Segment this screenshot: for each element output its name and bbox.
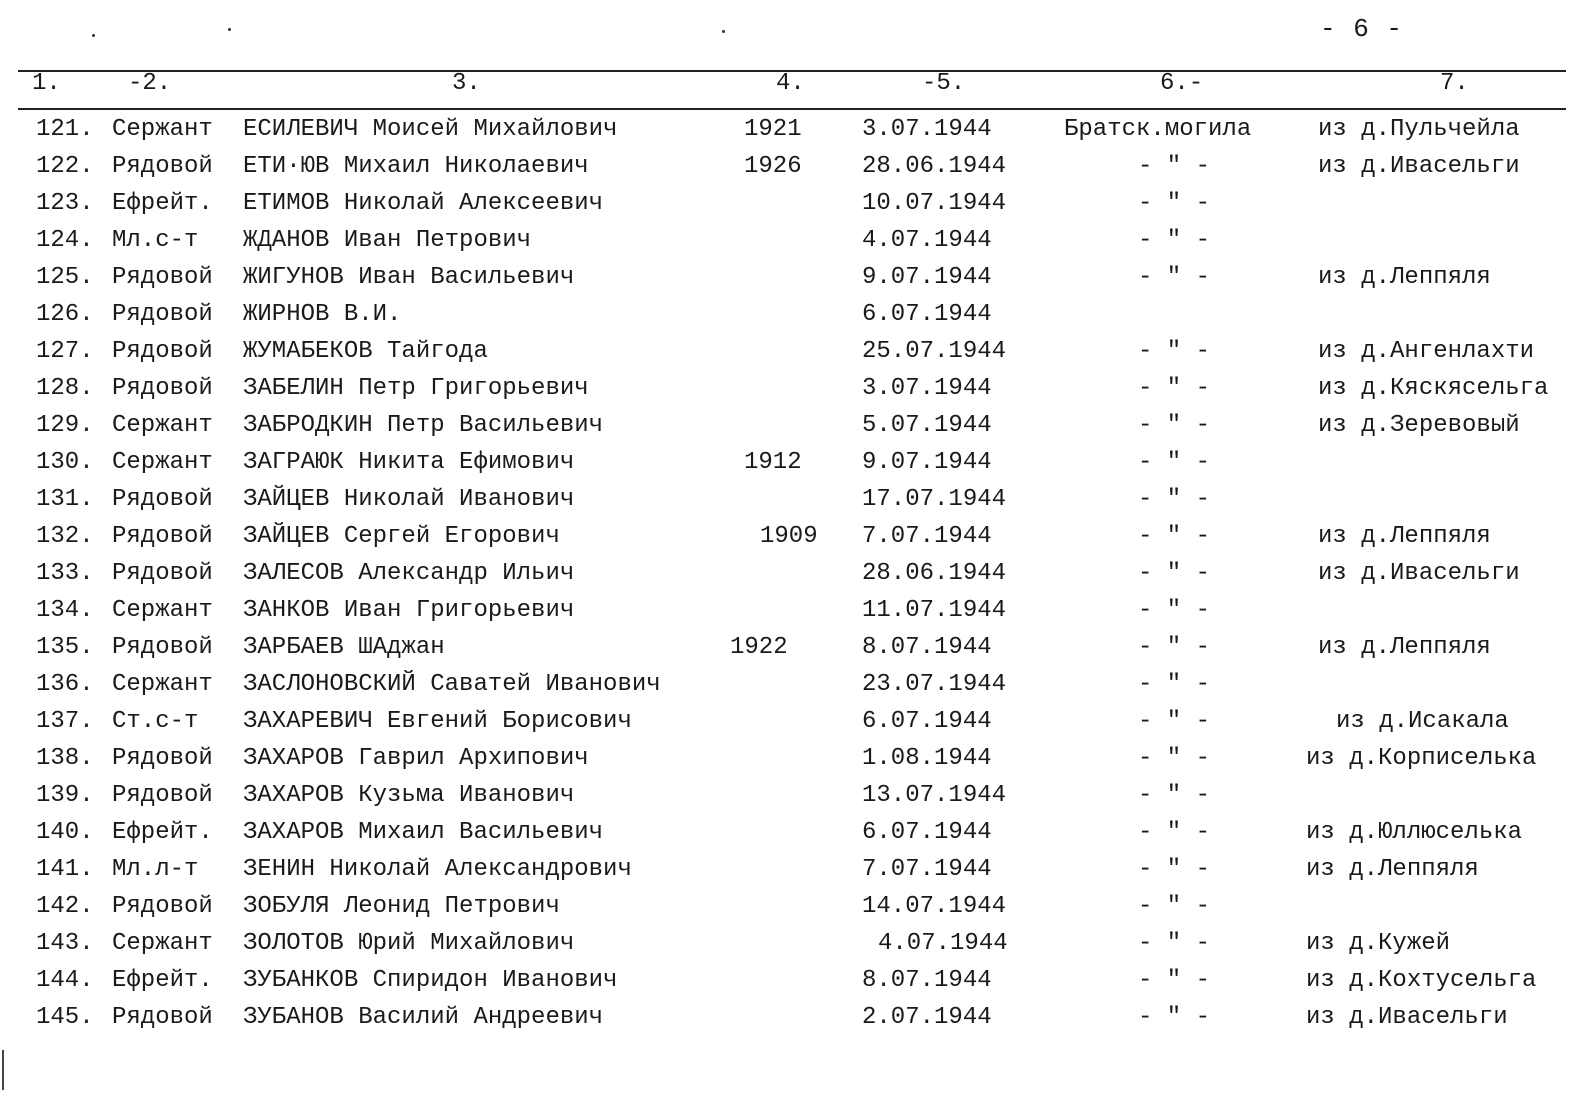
scan-speck	[228, 28, 231, 31]
burial-place-cell: - " -	[1138, 967, 1211, 994]
burial-place-cell: - " -	[1138, 449, 1211, 476]
row-number: 131.	[36, 486, 94, 513]
birth-year-cell: 1912	[744, 449, 802, 476]
reburied-from-cell: из д.Ивасельги	[1318, 560, 1520, 587]
row-number: 122.	[36, 153, 94, 180]
table-row	[0, 928, 1584, 965]
row-number: 143.	[36, 930, 94, 957]
reburied-from-cell: из д.Кяскясельга	[1318, 375, 1549, 402]
burial-place-cell: - " -	[1138, 893, 1211, 920]
burial-place-cell: - " -	[1138, 708, 1211, 735]
death-date-cell: 7.07.1944	[862, 523, 992, 550]
name-cell: ЕТИ·ЮВ Михаил Николаевич	[243, 153, 589, 180]
death-date-cell: 11.07.1944	[862, 597, 1007, 624]
name-cell: ЗАХАРЕВИЧ Евгений Борисович	[243, 708, 632, 735]
row-number: 124.	[36, 227, 94, 254]
table-row	[0, 669, 1584, 706]
table-row	[0, 706, 1584, 743]
row-number: 123.	[36, 190, 94, 217]
death-date-cell: 5.07.1944	[862, 412, 992, 439]
birth-year-cell: 1921	[744, 116, 802, 143]
rank-cell: Рядовой	[112, 301, 213, 328]
row-number: 133.	[36, 560, 94, 587]
table-row	[0, 632, 1584, 669]
table-row	[0, 299, 1584, 336]
table-row	[0, 484, 1584, 521]
rank-cell: Рядовой	[112, 486, 213, 513]
reburied-from-cell: из д.Зеревовый	[1318, 412, 1520, 439]
burial-place-cell: - " -	[1138, 597, 1211, 624]
burial-place-cell: - " -	[1138, 930, 1211, 957]
death-date-cell: 7.07.1944	[862, 856, 992, 883]
rank-cell: Ст.с-т	[112, 708, 199, 735]
column-headers	[0, 66, 1584, 106]
row-number: 144.	[36, 967, 94, 994]
name-cell: ЕСИЛЕВИЧ Моисей Михайлович	[243, 116, 618, 143]
table-row	[0, 373, 1584, 410]
name-cell: ЗАЙЦЕВ Николай Иванович	[243, 486, 575, 513]
burial-place-cell: - " -	[1138, 264, 1211, 291]
table-row	[0, 410, 1584, 447]
column-header-4: 4.	[776, 70, 805, 97]
name-cell: ЗУБАНОВ Василий Андреевич	[243, 1004, 604, 1031]
scan-speck	[92, 34, 95, 37]
rank-cell: Сержант	[112, 671, 213, 698]
row-number: 128.	[36, 375, 94, 402]
name-cell: ЗОБУЛЯ Леонид Петрович	[243, 893, 560, 920]
rank-cell: Мл.л-т	[112, 856, 199, 883]
name-cell: ЗАНКОВ Иван Григорьевич	[243, 597, 575, 624]
reburied-from-cell: из д.Ангенлахти	[1318, 338, 1535, 365]
death-date-cell: 1.08.1944	[862, 745, 992, 772]
name-cell: ЗАХАРОВ Михаил Васильевич	[243, 819, 604, 846]
burial-place-cell: - " -	[1138, 856, 1211, 883]
burial-place-cell: - " -	[1138, 819, 1211, 846]
column-header-2: -2.	[128, 70, 172, 97]
death-date-cell: 4.07.1944	[878, 930, 1008, 957]
burial-place-cell: - " -	[1138, 227, 1211, 254]
table-row	[0, 188, 1584, 225]
reburied-from-cell: из д.Пульчейла	[1318, 116, 1520, 143]
name-cell: ЗАЙЦЕВ Сергей Егорович	[243, 523, 560, 550]
row-number: 138.	[36, 745, 94, 772]
death-date-cell: 28.06.1944	[862, 560, 1007, 587]
row-number: 125.	[36, 264, 94, 291]
burial-place-cell: - " -	[1138, 782, 1211, 809]
table-row	[0, 595, 1584, 632]
table-row	[0, 336, 1584, 373]
burial-place-cell: - " -	[1138, 671, 1211, 698]
row-number: 127.	[36, 338, 94, 365]
table-row	[0, 558, 1584, 595]
rank-cell: Сержант	[112, 597, 213, 624]
death-date-cell: 6.07.1944	[862, 301, 992, 328]
death-date-cell: 9.07.1944	[862, 264, 992, 291]
table-row	[0, 743, 1584, 780]
death-date-cell: 8.07.1944	[862, 967, 992, 994]
rank-cell: Ефрейт.	[112, 819, 213, 846]
birth-year-cell: 1922	[730, 634, 788, 661]
table-row	[0, 891, 1584, 928]
burial-place-cell: - " -	[1138, 1004, 1211, 1031]
row-number: 129.	[36, 412, 94, 439]
name-cell: ЗАРБАЕВ ШАджан	[243, 634, 445, 661]
rank-cell: Рядовой	[112, 153, 213, 180]
page-number: - 6 -	[1320, 14, 1404, 44]
name-cell: ЗУБАНКОВ Спиридон Иванович	[243, 967, 618, 994]
row-number: 141.	[36, 856, 94, 883]
death-date-cell: 3.07.1944	[862, 375, 992, 402]
table-row	[0, 151, 1584, 188]
death-date-cell: 8.07.1944	[862, 634, 992, 661]
reburied-from-cell: из д.Леппяля	[1306, 856, 1479, 883]
rank-cell: Ефрейт.	[112, 190, 213, 217]
table-row	[0, 225, 1584, 262]
name-cell: ЖИГУНОВ Иван Васильевич	[243, 264, 575, 291]
death-date-cell: 9.07.1944	[862, 449, 992, 476]
rank-cell: Рядовой	[112, 560, 213, 587]
name-cell: ЖИРНОВ В.И.	[243, 301, 402, 328]
death-date-cell: 10.07.1944	[862, 190, 1007, 217]
table-row	[0, 447, 1584, 484]
header-rule-bottom	[18, 108, 1566, 110]
name-cell: ЖУМАБЕКОВ Тайгода	[243, 338, 488, 365]
death-date-cell: 3.07.1944	[862, 116, 992, 143]
row-number: 134.	[36, 597, 94, 624]
name-cell: ЗАБЕЛИН Петр Григорьевич	[243, 375, 589, 402]
burial-place-cell: Братск.могила	[1064, 116, 1252, 143]
margin-mark	[2, 1050, 4, 1090]
row-number: 130.	[36, 449, 94, 476]
name-cell: ЗОЛОТОВ Юрий Михайлович	[243, 930, 575, 957]
rank-cell: Сержант	[112, 116, 213, 143]
name-cell: ЖДАНОВ Иван Петрович	[243, 227, 532, 254]
death-date-cell: 6.07.1944	[862, 819, 992, 846]
burial-place-cell: - " -	[1138, 190, 1211, 217]
rank-cell: Рядовой	[112, 1004, 213, 1031]
reburied-from-cell: из д.Исакала	[1336, 708, 1509, 735]
row-number: 121.	[36, 116, 94, 143]
death-date-cell: 4.07.1944	[862, 227, 992, 254]
rank-cell: Рядовой	[112, 782, 213, 809]
name-cell: ЗАЛЕСОВ Александр Ильич	[243, 560, 575, 587]
reburied-from-cell: из д.Ивасельги	[1306, 1004, 1508, 1031]
casualty-list	[0, 114, 1584, 1039]
table-row	[0, 854, 1584, 891]
rank-cell: Сержант	[112, 449, 213, 476]
reburied-from-cell: из д.Леппяля	[1318, 523, 1491, 550]
name-cell: ЗАБРОДКИН Петр Васильевич	[243, 412, 604, 439]
rank-cell: Рядовой	[112, 375, 213, 402]
reburied-from-cell: из д.Ивасельги	[1318, 153, 1520, 180]
name-cell: ЗАГРАЮК Никита Ефимович	[243, 449, 575, 476]
name-cell: ЗАХАРОВ Гаврил Архипович	[243, 745, 589, 772]
burial-place-cell: - " -	[1138, 634, 1211, 661]
scan-speck	[722, 30, 725, 33]
burial-place-cell: - " -	[1138, 412, 1211, 439]
row-number: 136.	[36, 671, 94, 698]
column-header-3: 3.	[452, 70, 481, 97]
rank-cell: Ефрейт.	[112, 967, 213, 994]
reburied-from-cell: из д.Кужей	[1306, 930, 1451, 957]
table-row	[0, 965, 1584, 1002]
rank-cell: Сержант	[112, 930, 213, 957]
name-cell: ЗАСЛОНОВСКИЙ Саватей Иванович	[243, 671, 661, 698]
table-row	[0, 780, 1584, 817]
rank-cell: Рядовой	[112, 264, 213, 291]
column-header-6: 6.-	[1160, 70, 1204, 97]
column-header-5: -5.	[922, 70, 966, 97]
row-number: 139.	[36, 782, 94, 809]
column-header-1: 1.	[32, 70, 61, 97]
death-date-cell: 23.07.1944	[862, 671, 1007, 698]
birth-year-cell: 1926	[744, 153, 802, 180]
row-number: 142.	[36, 893, 94, 920]
death-date-cell: 2.07.1944	[862, 1004, 992, 1031]
rank-cell: Сержант	[112, 412, 213, 439]
name-cell: ЗАХАРОВ Кузьма Иванович	[243, 782, 575, 809]
burial-place-cell: - " -	[1138, 560, 1211, 587]
reburied-from-cell: из д.Леппяля	[1318, 634, 1491, 661]
table-row	[0, 817, 1584, 854]
reburied-from-cell: из д.Юллюселька	[1306, 819, 1523, 846]
burial-place-cell: - " -	[1138, 523, 1211, 550]
birth-year-cell: 1909	[760, 523, 818, 550]
row-number: 145.	[36, 1004, 94, 1031]
table-row	[0, 114, 1584, 151]
death-date-cell: 28.06.1944	[862, 153, 1007, 180]
row-number: 137.	[36, 708, 94, 735]
reburied-from-cell: из д.Леппяля	[1318, 264, 1491, 291]
burial-place-cell: - " -	[1138, 486, 1211, 513]
column-header-7: 7.	[1440, 70, 1469, 97]
death-date-cell: 13.07.1944	[862, 782, 1007, 809]
death-date-cell: 17.07.1944	[862, 486, 1007, 513]
row-number: 126.	[36, 301, 94, 328]
burial-place-cell: - " -	[1138, 153, 1211, 180]
row-number: 135.	[36, 634, 94, 661]
rank-cell: Мл.с-т	[112, 227, 199, 254]
reburied-from-cell: из д.Корписелька	[1306, 745, 1537, 772]
table-row	[0, 521, 1584, 558]
burial-place-cell: - " -	[1138, 375, 1211, 402]
rank-cell: Рядовой	[112, 893, 213, 920]
rank-cell: Рядовой	[112, 523, 213, 550]
rank-cell: Рядовой	[112, 745, 213, 772]
rank-cell: Рядовой	[112, 338, 213, 365]
table-row	[0, 262, 1584, 299]
death-date-cell: 14.07.1944	[862, 893, 1007, 920]
death-date-cell: 6.07.1944	[862, 708, 992, 735]
table-row	[0, 1002, 1584, 1039]
burial-place-cell: - " -	[1138, 745, 1211, 772]
rank-cell: Рядовой	[112, 634, 213, 661]
reburied-from-cell: из д.Кохтусельга	[1306, 967, 1537, 994]
row-number: 132.	[36, 523, 94, 550]
death-date-cell: 25.07.1944	[862, 338, 1007, 365]
name-cell: ЕТИМОВ Николай Алексеевич	[243, 190, 604, 217]
burial-place-cell: - " -	[1138, 338, 1211, 365]
row-number: 140.	[36, 819, 94, 846]
name-cell: ЗЕНИН Николай Александрович	[243, 856, 632, 883]
